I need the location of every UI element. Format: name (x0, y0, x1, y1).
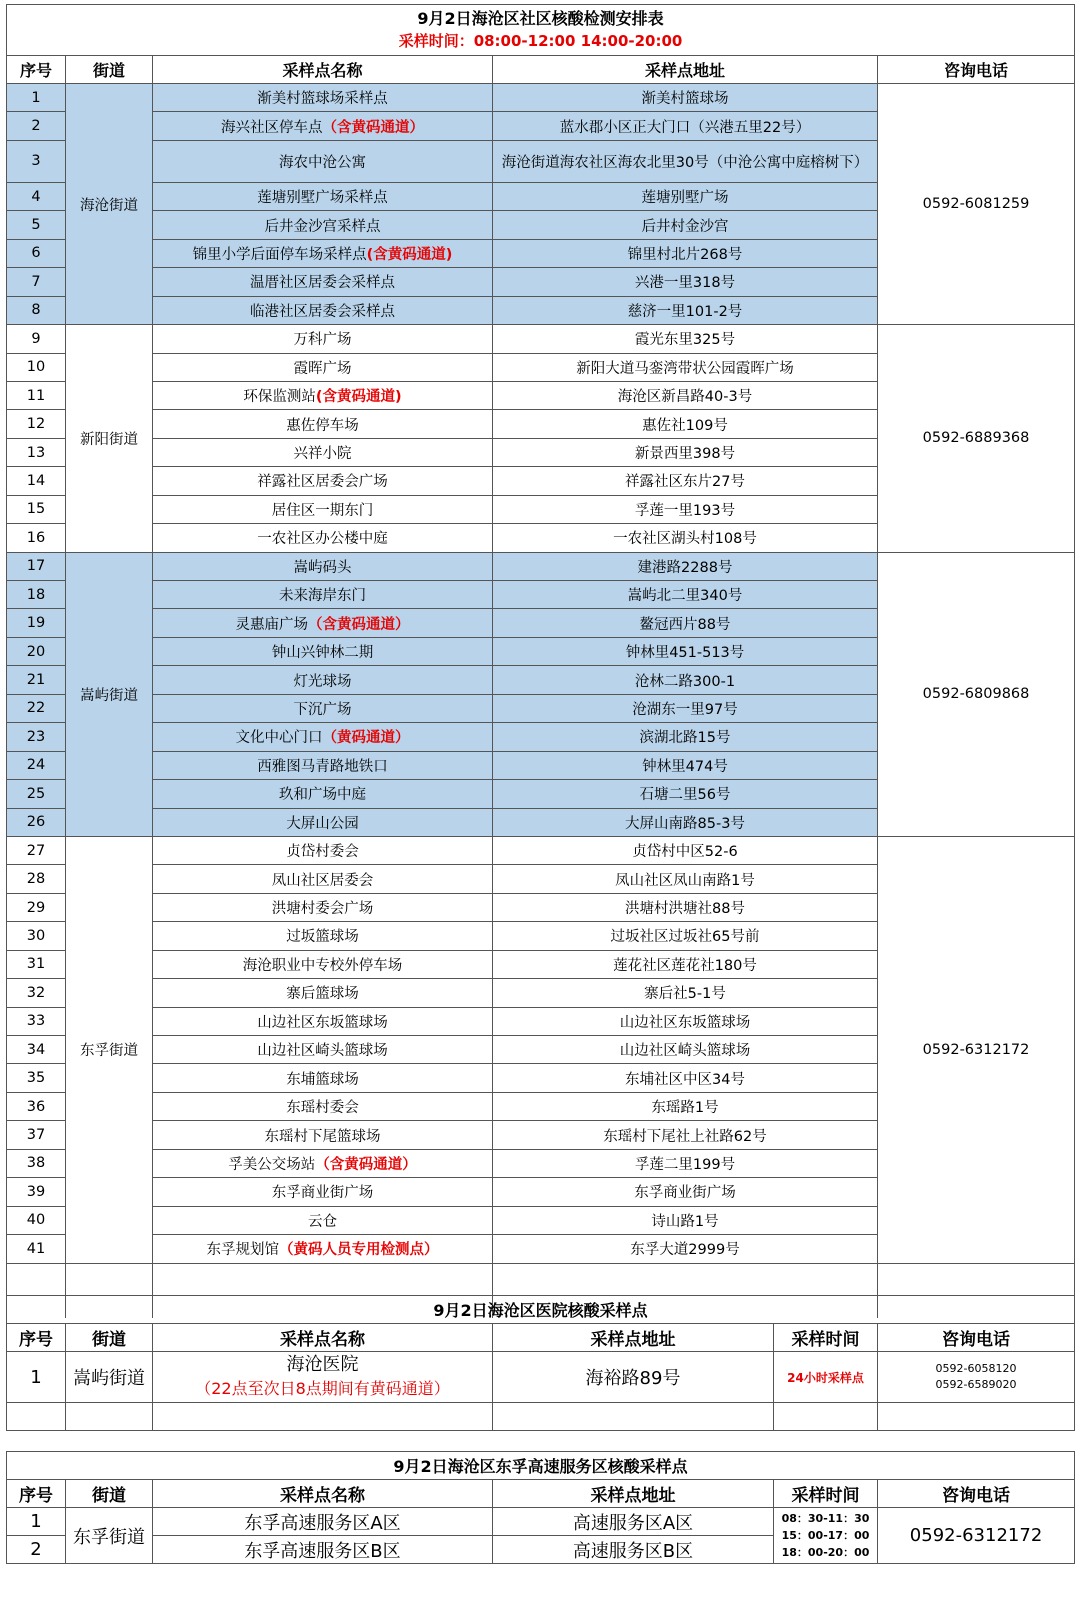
hospital-header-row (7, 1324, 1075, 1352)
site-address: 海沧街道海农社区海农北里30号（中沧公寓中庭榕树下） (493, 140, 878, 182)
site-address: 大屏山南路85-3号 (493, 808, 878, 836)
site-name: 霞晖广场 (293, 360, 352, 377)
row-number: 33 (7, 1007, 66, 1035)
site-address: 东埔社区中区34号 (493, 1064, 878, 1092)
hospital-phone-cell (878, 1352, 1075, 1403)
row-number: 3 (7, 140, 66, 182)
site-name: 莲塘别墅广场采样点 (257, 190, 388, 207)
table-row (7, 1352, 1075, 1403)
site-address: 山边社区东坂篮球场 (493, 1007, 878, 1035)
site-name-cell (153, 893, 493, 921)
row-number: 14 (7, 467, 66, 495)
hospital-header-site-address: 采样点地址 (493, 1324, 774, 1352)
site-address: 东瑶村下尾社上社路62号 (493, 1121, 878, 1149)
row-number: 21 (7, 666, 66, 694)
hospital-header-time: 采样时间 (774, 1324, 878, 1352)
table-row (7, 84, 1075, 112)
header-street: 街道 (66, 56, 153, 84)
hospital-street: 嵩屿街道 (66, 1352, 153, 1403)
row-number: 17 (7, 552, 66, 580)
site-address: 嵩屿北二里340号 (493, 581, 878, 609)
row-number: 35 (7, 1064, 66, 1092)
site-name: 嵩屿码头 (293, 559, 352, 576)
site-name: 东孚规划馆 (206, 1242, 279, 1259)
site-name-cell (153, 410, 493, 438)
row-number: 1 (7, 84, 66, 112)
row-number: 26 (7, 808, 66, 836)
row-number: 32 (7, 979, 66, 1007)
row-number: 22 (7, 694, 66, 722)
site-address: 建港路2288号 (493, 552, 878, 580)
site-name: 大屏山公园 (286, 815, 359, 832)
site-name: 温厝社区居委会采样点 (250, 275, 395, 292)
site-name: 未来海岸东门 (279, 588, 366, 605)
site-note: （含黄码通道） (308, 616, 410, 633)
hospital-header-site-name: 采样点名称 (153, 1324, 493, 1352)
site-name: 灵惠庙广场 (235, 616, 308, 633)
site-note: （黄码人员专用检测点） (279, 1242, 439, 1259)
site-address: 凤山社区凤山南路1号 (493, 865, 878, 893)
hospital-header-phone: 咨询电话 (878, 1324, 1075, 1352)
row-number: 30 (7, 922, 66, 950)
table-row (7, 552, 1075, 580)
site-address: 诗山路1号 (493, 1206, 878, 1234)
row-number: 41 (7, 1235, 66, 1263)
site-name: 洪塘村委会广场 (271, 901, 374, 918)
street-name: 新阳街道 (66, 325, 153, 553)
row-number: 23 (7, 723, 66, 751)
site-name-cell (153, 182, 493, 210)
site-name-cell (153, 865, 493, 893)
highway-time-cell (774, 1508, 878, 1564)
site-name: 孚美公交场站 (228, 1156, 316, 1173)
site-name: 下沉广场 (293, 701, 352, 718)
site-name-cell (153, 950, 493, 978)
site-name-cell (153, 666, 493, 694)
site-address: 莲花社区莲花社180号 (493, 950, 878, 978)
site-name-cell (153, 637, 493, 665)
site-address: 后井村金沙宫 (493, 211, 878, 239)
site-name-cell (153, 112, 493, 140)
row-number: 24 (7, 751, 66, 779)
row-number: 18 (7, 581, 66, 609)
site-name-cell (153, 723, 493, 751)
site-address: 孚莲二里199号 (493, 1149, 878, 1177)
row-number: 29 (7, 893, 66, 921)
site-address: 惠佐社109号 (493, 410, 878, 438)
highway-no: 1 (7, 1508, 66, 1536)
header-site-address: 采样点地址 (493, 56, 878, 84)
site-name-cell (153, 836, 493, 864)
highway-header-street: 街道 (66, 1480, 153, 1508)
site-address: 一农社区湖头村108号 (493, 524, 878, 552)
hospital-no: 1 (7, 1352, 66, 1403)
site-name: 兴祥小院 (293, 446, 352, 463)
site-address: 鳌冠西片88号 (493, 609, 878, 637)
table-row (7, 1508, 1075, 1536)
consult-phone: 0592-6312172 (878, 836, 1075, 1263)
site-name-cell (153, 296, 493, 324)
table-row (7, 325, 1075, 353)
site-name: 锦里小学后面停车场采样点 (192, 246, 367, 263)
site-name: 凤山社区居委会 (271, 872, 374, 889)
site-name: 临港社区居委会采样点 (250, 303, 395, 320)
site-name-cell (153, 495, 493, 523)
site-address: 兴港一里318号 (493, 268, 878, 296)
site-address: 钟林里451-513号 (493, 637, 878, 665)
row-number: 4 (7, 182, 66, 210)
row-number: 16 (7, 524, 66, 552)
site-name-cell (153, 467, 493, 495)
site-name: 钟山兴钟林二期 (271, 645, 374, 662)
site-name: 渐美村篮球场采样点 (257, 91, 388, 108)
row-number: 8 (7, 296, 66, 324)
site-note: (含黄码通道) (366, 246, 453, 263)
row-number: 28 (7, 865, 66, 893)
site-name: 东埔篮球场 (286, 1071, 359, 1088)
site-name: 东瑶村委会 (286, 1100, 359, 1117)
site-name-cell (153, 140, 493, 182)
site-address: 新阳大道马銮湾带状公园霞晖广场 (493, 353, 878, 381)
site-name-cell (153, 552, 493, 580)
site-name-cell (153, 1064, 493, 1092)
highway-phone: 0592-6312172 (878, 1508, 1075, 1564)
site-address: 过坂社区过坂社65号前 (493, 922, 878, 950)
hospital-phone-1: 0592-6058120 (935, 1362, 1017, 1375)
highway-header-row (7, 1480, 1075, 1508)
site-address: 海沧区新昌路40-3号 (493, 381, 878, 409)
community-header-row (7, 56, 1075, 84)
street-name: 海沧街道 (66, 84, 153, 325)
row-number: 10 (7, 353, 66, 381)
header-no: 序号 (7, 56, 66, 84)
blank-row (7, 1263, 1075, 1291)
site-address: 东孚商业街广场 (493, 1178, 878, 1206)
site-address: 石塘二里56号 (493, 780, 878, 808)
hospital-table (6, 1295, 1075, 1431)
site-address: 新景西里398号 (493, 438, 878, 466)
highway-title: 9月2日海沧区东孚高速服务区核酸采样点 (7, 1452, 1075, 1480)
highway-header-phone: 咨询电话 (878, 1480, 1075, 1508)
site-name: 灯光球场 (293, 673, 352, 690)
site-name-cell (153, 609, 493, 637)
site-name-cell (153, 1121, 493, 1149)
site-name-cell (153, 808, 493, 836)
site-name-cell (153, 524, 493, 552)
row-number: 2 (7, 112, 66, 140)
row-number: 36 (7, 1092, 66, 1120)
site-name-cell (153, 1092, 493, 1120)
highway-time-3: 18：00-20：00 (781, 1546, 870, 1559)
consult-phone: 0592-6809868 (878, 552, 1075, 836)
site-name-cell (153, 268, 493, 296)
site-note: （黄码通道） (322, 730, 410, 747)
site-address: 莲塘别墅广场 (493, 182, 878, 210)
row-number: 27 (7, 836, 66, 864)
community-table (6, 4, 1075, 1318)
site-note: （含黄码通道） (315, 1156, 417, 1173)
site-name: 环保监测站 (243, 389, 316, 406)
site-address: 蓝水郡小区正大门口（兴港五里22号） (493, 112, 878, 140)
site-name: 寨后篮球场 (286, 986, 359, 1003)
row-number: 15 (7, 495, 66, 523)
highway-site-name: 东孚高速服务区B区 (153, 1536, 493, 1564)
site-name-cell (153, 581, 493, 609)
hospital-site-address: 海裕路89号 (493, 1352, 774, 1403)
highway-header-no: 序号 (7, 1480, 66, 1508)
site-name: 西雅图马青路地铁口 (257, 758, 388, 775)
highway-header-site-address: 采样点地址 (493, 1480, 774, 1508)
site-address: 锦里村北片268号 (493, 239, 878, 267)
site-name-cell (153, 84, 493, 112)
site-name: 过坂篮球场 (286, 929, 359, 946)
hospital-phone-2: 0592-6589020 (935, 1378, 1017, 1391)
highway-header-time: 采样时间 (774, 1480, 878, 1508)
site-name: 万科广场 (293, 332, 352, 349)
street-name: 嵩屿街道 (66, 552, 153, 836)
hospital-title: 9月2日海沧区医院核酸采样点 (7, 1296, 1075, 1324)
site-name-cell (153, 239, 493, 267)
hospital-time: 24小时采样点 (774, 1352, 878, 1403)
site-name: 山边社区东坂篮球场 (257, 1014, 388, 1031)
site-address: 洪塘村洪塘社88号 (493, 893, 878, 921)
row-number: 5 (7, 211, 66, 239)
site-name: 祥露社区居委会广场 (257, 474, 388, 491)
site-address: 孚莲一里193号 (493, 495, 878, 523)
site-address: 贞岱村中区52-6 (493, 836, 878, 864)
consult-phone: 0592-6889368 (878, 325, 1075, 553)
site-name-cell (153, 1178, 493, 1206)
site-name-cell (153, 1206, 493, 1234)
site-note: (含黄码通道) (315, 389, 402, 406)
site-name: 一农社区办公楼中庭 (257, 531, 388, 548)
site-name-cell (153, 353, 493, 381)
site-address: 沧林二路300-1 (493, 666, 878, 694)
site-address: 东瑶路1号 (493, 1092, 878, 1120)
site-address: 祥露社区东片27号 (493, 467, 878, 495)
site-name: 山边社区崎头篮球场 (257, 1043, 388, 1060)
site-name: 居住区一期东门 (271, 502, 374, 519)
row-number: 37 (7, 1121, 66, 1149)
row-number: 7 (7, 268, 66, 296)
site-address: 山边社区崎头篮球场 (493, 1036, 878, 1064)
site-address: 沧湖东一里97号 (493, 694, 878, 722)
table-row (7, 836, 1075, 864)
site-name: 贞岱村委会 (286, 844, 359, 861)
row-number: 9 (7, 325, 66, 353)
consult-phone: 0592-6081259 (878, 84, 1075, 325)
site-name: 后井金沙宫采样点 (264, 218, 381, 235)
row-number: 25 (7, 780, 66, 808)
row-number: 20 (7, 637, 66, 665)
site-name-cell (153, 325, 493, 353)
site-address: 滨湖北路15号 (493, 723, 878, 751)
row-number: 38 (7, 1149, 66, 1177)
site-name-cell (153, 438, 493, 466)
hospital-site-name-cell (153, 1352, 493, 1403)
row-number: 19 (7, 609, 66, 637)
header-phone: 咨询电话 (878, 56, 1075, 84)
highway-time-1: 08：30-11：30 (781, 1512, 870, 1525)
community-subtitle: 采样时间：08:00-12:00 14:00-20:00 (398, 32, 683, 50)
site-name: 海兴社区停车点 (221, 119, 323, 136)
row-number: 12 (7, 410, 66, 438)
header-site-name: 采样点名称 (153, 56, 493, 84)
site-name: 东瑶村下尾篮球场 (264, 1128, 381, 1145)
hospital-site-name: 海沧医院 (286, 1354, 359, 1375)
highway-site-address: 高速服务区B区 (493, 1536, 774, 1564)
site-name: 文化中心门口 (235, 730, 323, 747)
highway-time-2: 15：00-17：00 (781, 1529, 870, 1542)
site-name-cell (153, 1007, 493, 1035)
site-name-cell (153, 780, 493, 808)
row-number: 11 (7, 381, 66, 409)
site-name-cell (153, 1235, 493, 1263)
site-name-cell (153, 1149, 493, 1177)
site-name-cell (153, 751, 493, 779)
community-title-cell (7, 5, 1075, 56)
site-note: （含黄码通道） (322, 119, 424, 136)
highway-street: 东孚街道 (66, 1508, 153, 1564)
hospital-header-no: 序号 (7, 1324, 66, 1352)
highway-header-site-name: 采样点名称 (153, 1480, 493, 1508)
site-name: 玖和广场中庭 (279, 787, 366, 804)
site-address: 钟林里474号 (493, 751, 878, 779)
row-number: 6 (7, 239, 66, 267)
row-number: 40 (7, 1206, 66, 1234)
highway-no: 2 (7, 1536, 66, 1564)
street-name: 东孚街道 (66, 836, 153, 1263)
hospital-header-street: 街道 (66, 1324, 153, 1352)
row-number: 13 (7, 438, 66, 466)
site-address: 寨后社5-1号 (493, 979, 878, 1007)
site-name-cell (153, 922, 493, 950)
site-name-cell (153, 979, 493, 1007)
site-name-cell (153, 381, 493, 409)
row-number: 31 (7, 950, 66, 978)
row-number: 39 (7, 1178, 66, 1206)
highway-table (6, 1451, 1075, 1564)
site-address: 霞光东里325号 (493, 325, 878, 353)
site-name: 惠佐停车场 (286, 417, 359, 434)
site-name: 海农中沧公寓 (279, 154, 366, 171)
site-name-cell (153, 211, 493, 239)
row-number: 34 (7, 1036, 66, 1064)
site-name: 东孚商业街广场 (271, 1185, 374, 1202)
site-address: 渐美村篮球场 (493, 84, 878, 112)
site-address: 慈济一里101-2号 (493, 296, 878, 324)
hospital-site-note: （22点至次日8点期间有黄码通道） (195, 1379, 450, 1398)
site-name-cell (153, 694, 493, 722)
site-name: 云仓 (308, 1213, 337, 1230)
highway-site-address: 高速服务区A区 (493, 1508, 774, 1536)
site-name-cell (153, 1036, 493, 1064)
site-name: 海沧职业中专校外停车场 (242, 957, 403, 974)
site-address: 东孚大道2999号 (493, 1235, 878, 1263)
highway-site-name: 东孚高速服务区A区 (153, 1508, 493, 1536)
community-title: 9月2日海沧区社区核酸检测安排表 (417, 9, 664, 28)
